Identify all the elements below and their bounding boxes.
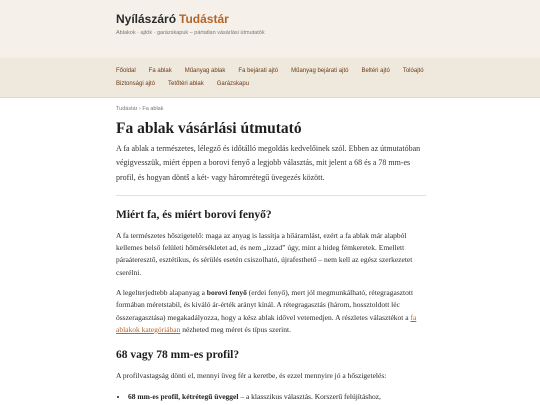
site-logo[interactable] <box>116 12 540 26</box>
breadcrumb[interactable]: Tudástár › Fa ablak <box>116 106 164 112</box>
site-tagline: Ablakok · ajtók · garázskapuk – pártatlan vásárlási útmutatók <box>116 30 265 36</box>
nav-row-1 <box>116 64 540 77</box>
section-divider <box>116 195 426 196</box>
paragraph-profile: A profilvastagság dönti el, mennyi üveg fér a keretbe, és ezzel mennyire jó a hőszigetelés: <box>116 371 387 381</box>
nav-item-tetoteri-ablak[interactable]: Tetőtéri ablak <box>168 80 204 87</box>
nav-row-2 <box>116 77 540 90</box>
article-lead: A fa ablak a természetes, lélegző és időtálló megoldás kedvelőinek szól. Ebben az útmutatóban végigvesszük, miért éppen a borovi fenyő a legjobb választás, mit jelent a 68 és a 78 mm-es profil, és hogyan döntš a két- vagy háromrétegű üvegezés között. <box>116 144 421 182</box>
nav-item-garazskapu[interactable]: Garázskapu <box>216 80 250 87</box>
nav-item-muanyag-bejarati-ajto[interactable]: Műanyag bejárati ajtó <box>291 67 349 74</box>
article-main <box>0 106 426 403</box>
nav-item-biztonsagi-ajto[interactable]: Biztonsági ajtó <box>116 80 156 87</box>
nav-item-fa-bejarati-ajto[interactable]: Fa bejárati ajtó <box>238 67 279 74</box>
nav-item-fooldal[interactable]: Főoldal <box>116 67 136 74</box>
paragraph-wood-benefits: A fa természetes hőszigetelő: maga az anyag is lassítja a hőáramlást, ezért a fa ablak már alapból kellemes belső felületi hőmérsékletet ad, és nem „izzad” úgy, mint a hideg fémkeretek. Emellett páraáteresztő, esztétikus, és sérülés esetén csiszolható, újrafesthető – nem kell az egész szerkezetet cserélni. <box>116 230 413 277</box>
main-navigation <box>0 58 540 98</box>
list-item <box>128 391 426 403</box>
category-link[interactable]: fa ablakok kategóriában <box>116 312 417 334</box>
page-title: Fa ablak vásárlási útmutató <box>116 120 302 137</box>
site-header <box>0 0 540 58</box>
section-heading-profile: 68 vagy 78 mm-es profil? <box>116 349 240 362</box>
nav-item-belteri-ajto[interactable]: Beltéri ajtó <box>361 67 390 74</box>
paragraph-pine-text-c: nézheted meg méret és típus szerint. <box>180 324 291 334</box>
profile-list <box>116 391 426 403</box>
paragraph-pine-text-b: (erdei fenyő), mert jól megmunkálható, rétegragasztott formában méretstabil, és kiváló ár-érték arányt kínál. A rétegragasztás (három, hossztoldott léc összeragasztása) megakadályozza, hogy a kész ablak idővel vetemedjen. A részletes választékot a <box>116 288 414 322</box>
paragraph-pine-bold: borovi fenyő <box>206 288 247 298</box>
nav-item-toloajto[interactable]: Tolóajtó <box>402 67 424 74</box>
brand-accent: Tudástár <box>179 12 229 26</box>
nav-item-fa-ablak[interactable]: Fa ablak <box>148 67 172 74</box>
paragraph-pine <box>116 287 426 336</box>
list-item-bold: 68 mm-es profil, kétrétegű üveggel <box>128 391 239 401</box>
paragraph-pine-text-a: A legelterjedtebb alapanyag a <box>116 288 207 298</box>
nav-item-muanyag-ablak[interactable]: Műanyag ablak <box>184 67 226 74</box>
list-item-text: – a klasszikus választás. Korszerű felújításhoz, <box>238 391 381 401</box>
brand-main: Nyílászáró <box>116 12 177 26</box>
section-heading-why-wood: Miért fa, és miért borovi fenyő? <box>116 208 272 221</box>
